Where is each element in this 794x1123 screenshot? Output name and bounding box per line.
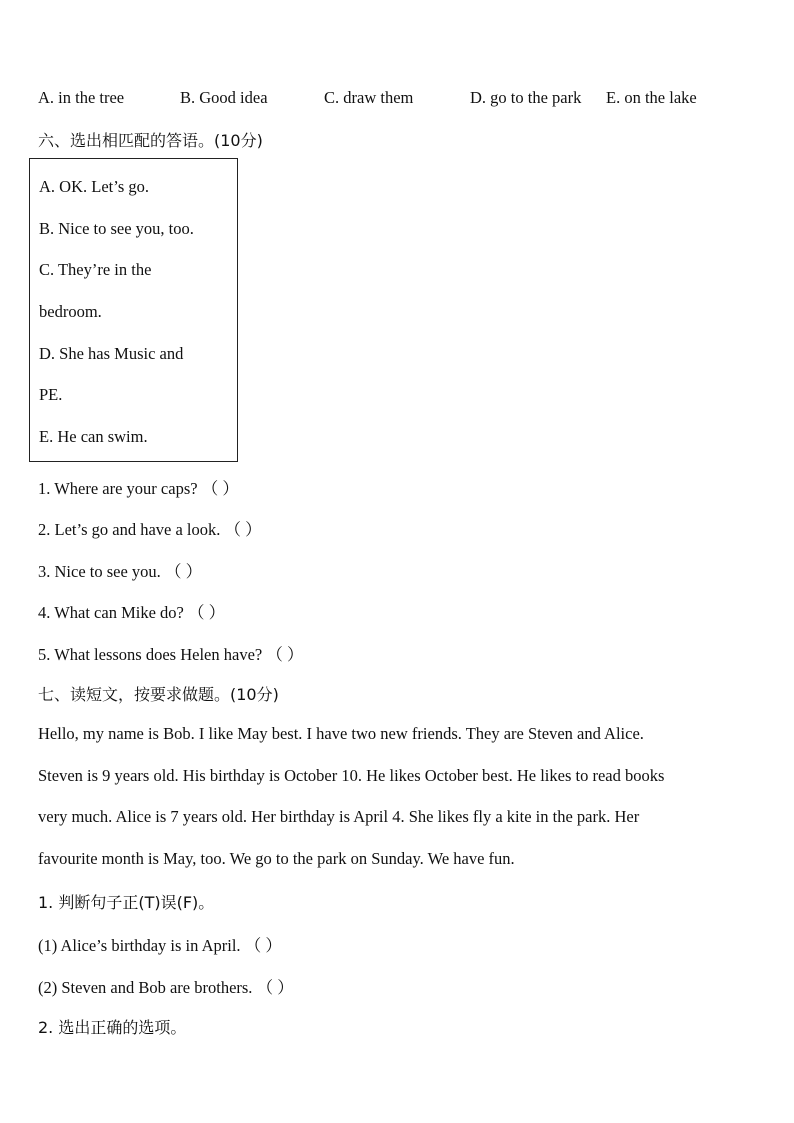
answer-blank[interactable]: （ ） [266, 645, 304, 664]
section-6-title: 六、选出相匹配的答语。(10分) [38, 131, 263, 150]
item-text: (2) Steven and Bob are brothers. [38, 978, 253, 997]
answer-blank[interactable]: （ ） [244, 936, 282, 955]
question-text: 2. Let’s go and have a look. [38, 520, 221, 539]
true-false-item [38, 932, 282, 956]
question-1 [38, 475, 239, 499]
question-2 [38, 516, 262, 540]
choice-line: PE. [39, 385, 63, 404]
option-b: B. Good idea [180, 88, 268, 107]
passage-line: Hello, my name is Bob. I like May best. I have two new friends. They are Steven and Alice. [38, 724, 644, 743]
question-text: 5. What lessons does Helen have? [38, 645, 263, 664]
item-text: (1) Alice’s birthday is in April. [38, 936, 241, 955]
answer-blank[interactable]: （ ） [164, 562, 203, 581]
question-4 [38, 599, 225, 623]
answer-blank[interactable]: （ ） [187, 603, 226, 622]
question-text: 3. Nice to see you. [38, 562, 161, 581]
question-5 [38, 641, 303, 665]
passage-line: very much. Alice is 7 years old. Her birthday is April 4. She likes fly a kite in the park. Her [38, 807, 640, 826]
option-e: E. on the lake [606, 88, 697, 107]
choice-line: E. He can swim. [39, 427, 148, 446]
question-text: 4. What can Mike do? [38, 603, 184, 622]
passage-line: favourite month is May, too. We go to the park on Sunday. We have fun. [38, 849, 515, 868]
choice-line: D. She has Music and [39, 344, 184, 363]
q2-label: 2. 选出正确的选项。 [38, 1018, 187, 1037]
answer-blank[interactable]: （ ） [201, 479, 239, 498]
option-d: D. go to the park [470, 88, 582, 107]
choice-line: bedroom. [39, 302, 102, 321]
option-a: A. in the tree [38, 88, 125, 107]
choice-line: A. OK. Let’s go. [39, 177, 149, 196]
passage-line: Steven is 9 years old. His birthday is October 10. He likes October best. He likes to read books [38, 766, 665, 785]
true-false-item [38, 974, 294, 998]
choice-line: C. They’re in the [39, 260, 152, 279]
answer-choices-box [29, 158, 238, 462]
option-c: C. draw them [324, 88, 414, 107]
answer-blank[interactable]: （ ） [224, 520, 262, 539]
answer-blank[interactable]: （ ） [256, 978, 294, 997]
choice-line: B. Nice to see you, too. [39, 219, 194, 238]
question-text: 1. Where are your caps? [38, 479, 198, 498]
question-3 [38, 558, 202, 582]
section-7-title: 七、读短文，按要求做题。(10分) [38, 685, 279, 704]
q1-label: 1. 判断句子正(T)误(F)。 [38, 893, 215, 912]
